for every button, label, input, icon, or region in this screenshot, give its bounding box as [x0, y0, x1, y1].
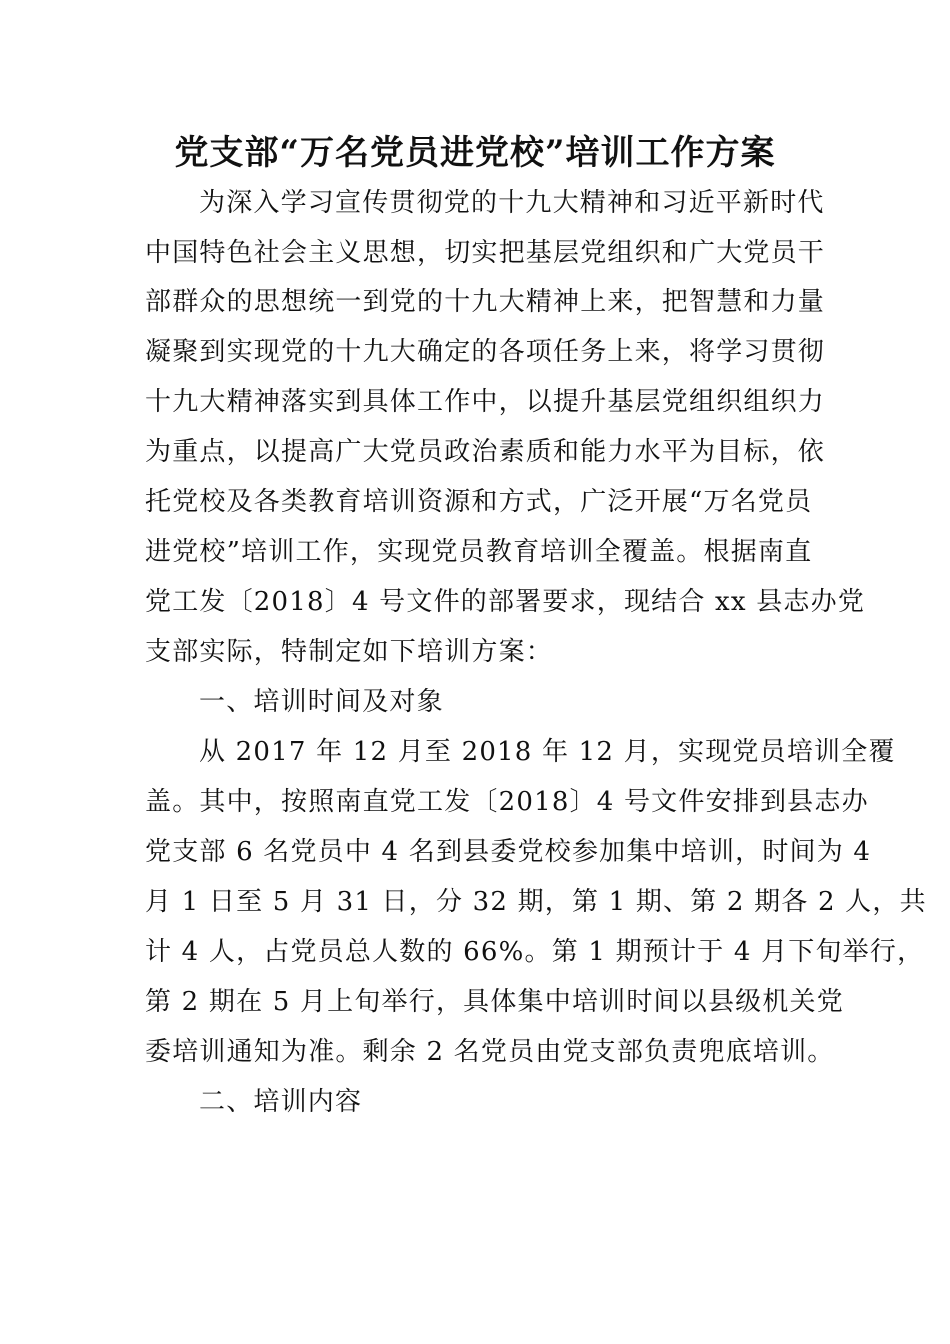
paragraph-line: 党支部 6 名党员中 4 名到县委党校参加集中培训，时间为 4 [145, 837, 872, 867]
section-heading-1: 一、培训时间及对象 [199, 687, 444, 717]
paragraph-line: 凝聚到实现党的十九大确定的各项任务上来，将学习贯彻 [145, 337, 826, 367]
paragraph-line: 党工发〔2018〕4 号文件的部署要求，现结合 xx 县志办党 [145, 587, 866, 617]
section-heading-2: 二、培训内容 [199, 1087, 363, 1117]
paragraph-line: 中国特色社会主义思想，切实把基层党组织和广大党员干 [145, 238, 826, 268]
paragraph-line: 月 1 日至 5 月 31 日，分 32 期，第 1 期、第 2 期各 2 人，共 [145, 887, 927, 917]
paragraph-line: 十九大精神落实到具体工作中，以提升基层党组织组织力 [145, 387, 826, 417]
paragraph-line: 托党校及各类教育培训资源和方式，广泛开展“万名党员 [145, 487, 813, 517]
paragraph-line: 为重点，以提高广大党员政治素质和能力水平为目标，依 [145, 437, 826, 467]
paragraph-line: 计 4 人，占党员总人数的 66%。第 1 期预计于 4 月下旬举行， [145, 937, 925, 967]
paragraph-line: 支部实际，特制定如下培训方案： [145, 637, 554, 667]
paragraph-line: 进党校”培训工作，实现党员教育培训全覆盖。根据南直 [145, 537, 813, 567]
document-title: 党支部“万名党员进党校”培训工作方案 [174, 133, 776, 173]
paragraph-line: 委培训通知为准。剩余 2 名党员由党支部负责兜底培训。 [145, 1037, 835, 1067]
paragraph-line: 部群众的思想统一到党的十九大精神上来，把智慧和力量 [145, 287, 826, 317]
paragraph-line: 从 2017 年 12 月至 2018 年 12 月，实现党员培训全覆 [199, 737, 896, 767]
paragraph-line: 为深入学习宣传贯彻党的十九大精神和习近平新时代 [199, 188, 825, 218]
paragraph-line: 盖。其中，按照南直党工发〔2018〕4 号文件安排到县志办 [145, 787, 869, 817]
paragraph-line: 第 2 期在 5 月上旬举行，具体集中培训时间以县级机关党 [145, 987, 844, 1017]
